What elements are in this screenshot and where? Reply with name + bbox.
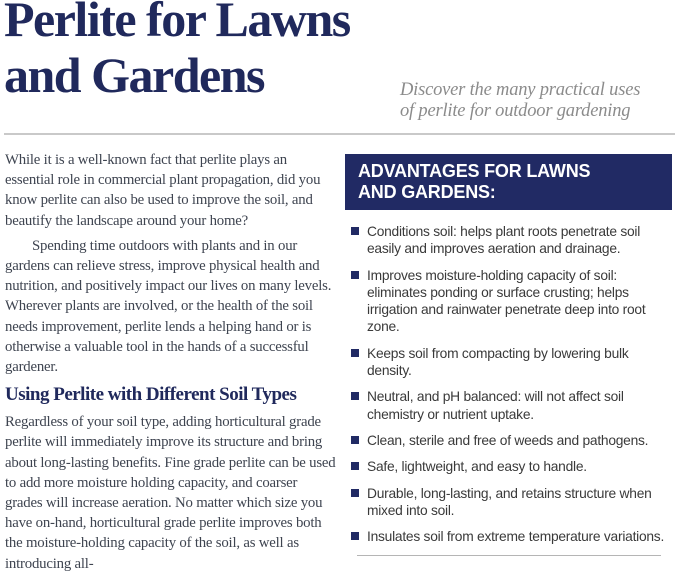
list-item: [351, 223, 672, 258]
page-subtitle-line2: of perlite for outdoor gardening: [400, 100, 631, 121]
section-heading: Using Perlite with Different Soil Types: [5, 384, 297, 406]
list-item: [351, 388, 672, 423]
page-title-line1: Perlite for Lawns: [4, 0, 350, 47]
article-paragraph-1: While it is a well-known fact that perlite plays an essential role in commercial plant propagation, did you know perlite can also be used to improve the soil, and beautify the landscape around your home?: [5, 152, 321, 229]
page-title-line2: and Gardens: [4, 47, 264, 103]
list-item-text: Clean, sterile and free of weeds and pathogens.: [367, 432, 649, 448]
list-item: [351, 458, 672, 475]
page-subtitle: [400, 80, 640, 121]
square-bullet-icon: [351, 462, 359, 470]
list-item-text: Improves moisture-holding capacity of soil: eliminates ponding or surface crusting; helps irrigation and rainwater penetrate deep into root zone.: [367, 267, 646, 335]
content-columns: [0, 135, 679, 579]
article-paragraph-2: Spending time outdoors with plants and in our gardens can relieve stress, improve physical health and nutrition, and positively impact our lives on many levels. Wherever plants are involved, or the health of the soil needs improvement, perlite lends a helping hand or is otherwise a valuable tool in the hands of a successful gardener.: [5, 237, 332, 376]
list-item-text: Safe, lightweight, and easy to handle.: [367, 459, 587, 475]
square-bullet-icon: [351, 392, 359, 400]
article-text-column: [5, 150, 336, 579]
square-bullet-icon: [351, 227, 359, 235]
page-subtitle-line1: Discover the many practical uses: [400, 80, 641, 100]
list-item-text: Neutral, and pH balanced: will not affect soil chemistry or nutrient uptake.: [367, 389, 624, 422]
advantages-heading-band: [345, 154, 672, 210]
list-item-text: Keeps soil from compacting by lowering bulk density.: [367, 345, 629, 379]
square-bullet-icon: [351, 349, 359, 357]
list-item: [351, 485, 672, 520]
list-item: [351, 345, 672, 380]
page-header: [0, 0, 679, 133]
list-item: [351, 267, 672, 336]
advantages-heading-line2: AND GARDENS:: [358, 181, 496, 202]
list-item-text: Durable, long-lasting, and retains structure when mixed into soil.: [367, 485, 652, 518]
advantages-heading-line1: ADVANTAGES FOR LAWNS: [358, 161, 591, 181]
bottom-divider: [357, 555, 661, 556]
list-item: [351, 432, 672, 449]
list-item-text: Conditions soil: helps plant roots penetrate soil easily and improves aeration and drainage.: [367, 224, 641, 257]
square-bullet-icon: [351, 271, 359, 279]
square-bullet-icon: [351, 532, 359, 540]
article-paragraph-3: Regardless of your soil type, adding horticultural grade perlite will immediately improve its structure and bring about long-lasting benefits. Fine grade perlite can be used to add more moisture holding capacity, and coarser grades will increase aeration. No matter which size you have on-hand, horticultural grade perlite improves both the moisture-holding capacity of the soil, as well as introducing all-: [5, 414, 336, 572]
square-bullet-icon: [351, 436, 359, 444]
square-bullet-icon: [351, 489, 359, 497]
advantages-list: [345, 223, 672, 545]
list-item-text: Insulates soil from extreme temperature variations.: [367, 529, 665, 545]
list-item: [351, 528, 672, 545]
advantages-box: [345, 154, 672, 579]
page-title: [4, 0, 350, 103]
